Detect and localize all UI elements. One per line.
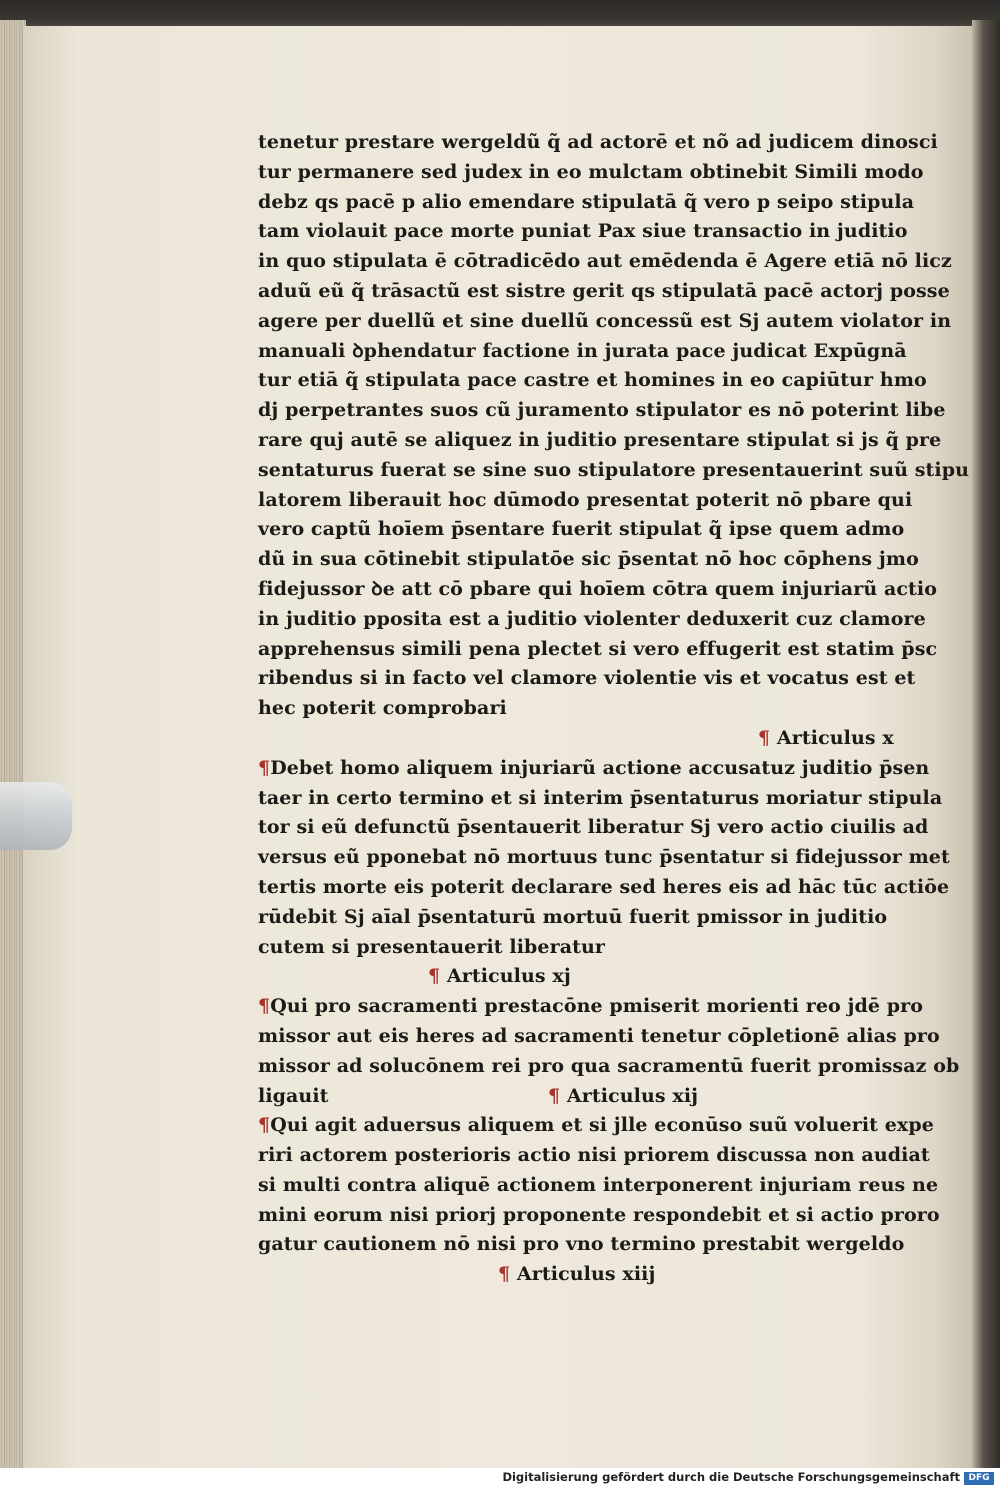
line-text: tertis morte eis poterit declarare sed heres eis ad hāc tūc actiōe — [258, 875, 950, 898]
text-line — [258, 873, 950, 903]
pilcrow-11: ¶ — [428, 965, 441, 988]
line-text: versus eũ pponebat nō mortuus tunc p̄sentatur si fidejussor met — [258, 846, 950, 869]
line-text: gatur cautionem nō nisi pro vno termino prestabit wergeldo — [258, 1233, 905, 1256]
article-10-body — [258, 754, 950, 963]
line-text: in juditio pposita est a juditio violenter deduxerit cuz clamore — [258, 607, 926, 630]
line-text: Qui agit aduersus aliquem et si jlle econūso suũ voluerit expe — [270, 1114, 934, 1137]
text-line — [258, 813, 938, 843]
line-text: tenetur prestare wergeldũ q̃ ad actorē et nõ ad judicem dinosci — [258, 131, 938, 153]
text-line — [258, 515, 938, 545]
heading-12-label: Articulus xij — [566, 1084, 699, 1107]
footer-credit: Digitalisierung gefördert durch die Deutsche Forschungsgemeinschaft — [502, 1470, 960, 1484]
pilcrow: ¶ — [258, 995, 271, 1018]
line-text: hec poterit comprobari — [258, 697, 507, 720]
text-line — [258, 188, 938, 218]
line-text: agere per duellũ et sine duellũ concessũ est Sj autem violator in — [258, 309, 952, 332]
line-text: cutem si presentauerit liberatur — [258, 935, 606, 958]
pilcrow-13: ¶ — [498, 1263, 511, 1286]
text-line — [258, 1171, 938, 1201]
line-text: in quo stipulata ē cōtradicēdo aut emēdenda ē Agere etiā nō licz — [258, 250, 952, 273]
heading-articulus-13 — [258, 1260, 938, 1290]
line-text: sentaturus fuerat se sine suo stipulatore presentauerint suũ stipu — [258, 458, 970, 481]
text-line — [258, 247, 952, 277]
text-line — [258, 128, 938, 158]
text-line — [258, 843, 950, 873]
text-line — [258, 992, 938, 1022]
text-line — [258, 456, 970, 486]
text-line — [258, 426, 942, 456]
text-line — [258, 545, 938, 575]
line-text: apprehensus simili pena plectet si vero effugerit est statim p̄sc — [258, 637, 938, 660]
text-line — [258, 307, 952, 337]
text-line — [258, 784, 943, 814]
text-line — [258, 396, 946, 426]
line-text: latorem liberauit hoc dūmodo presentat poterit nō pbare qui — [258, 488, 913, 511]
text-line — [258, 486, 938, 516]
line-text: fidejussor ꝺe att cō pbare qui hoīem cōtra quem injuriarũ actio — [258, 577, 938, 600]
text-line — [258, 933, 938, 963]
text-line — [258, 1022, 938, 1052]
line-text: tur permanere sed judex in eo mulctam obtinebit Simili modo — [258, 160, 924, 183]
line-text: tam violauit pace morte puniat Pax siue transactio in juditio — [258, 220, 908, 243]
main-paragraph — [258, 128, 970, 724]
line-text: ribendus si in facto vel clamore violentie vis et vocatus est et — [258, 667, 916, 690]
line-text: rūdebit Sj aīal p̄sentaturū mortuū fuerit pmissor in juditio — [258, 905, 888, 928]
line-text: si multi contra aliquē actionem interponerent injuriam reus ne — [258, 1173, 939, 1196]
line-text: mini eorum nisi priorj proponente respondebit et si actio proro — [258, 1203, 940, 1226]
dfg-logo: DFG — [964, 1472, 994, 1485]
text-line — [258, 903, 938, 933]
pilcrow: ¶ — [258, 756, 271, 779]
text-line — [258, 1141, 938, 1171]
line-text: debz qs pacē p alio emendare stipulatā q̃ vero p seipo stipula — [258, 190, 915, 213]
line-text: aduũ eũ q̃ trāsactũ est sistre gerit qs stipulatā pacē actorj posse — [258, 279, 950, 302]
heading-articulus-11 — [258, 962, 938, 992]
text-line — [258, 1201, 938, 1231]
line-text: dj perpetrantes suos cũ juramento stipulator es nō poterint libe — [258, 399, 946, 422]
page-edge-right — [972, 20, 1000, 1468]
heading-10-label: Articulus x — [776, 726, 894, 749]
pilcrow: ¶ — [258, 1114, 271, 1137]
text-line — [258, 366, 938, 396]
line-text: ligauit — [258, 1084, 329, 1107]
line-text: vero captũ hoīem p̄sentare fuerit stipulat q̃ ipse quem admo — [258, 518, 905, 541]
text-line — [258, 694, 938, 724]
line-text: tor si eũ defunctũ p̄sentauerit liberatur Sj vero actio ciuilis ad — [258, 816, 929, 839]
line-text: missor ad solucōnem rei pro qua sacramentū fuerit promissaz ob — [258, 1054, 960, 1077]
text-line — [258, 754, 938, 784]
heading-13-label: Articulus xiij — [516, 1263, 656, 1286]
text-line — [258, 635, 938, 665]
line-text: tur etiā q̃ stipulata pace castre et homines in eo capiūtur hmo — [258, 369, 927, 392]
text-line — [258, 664, 938, 694]
line-text: Qui pro sacramenti prestacōne pmiserit morienti reo jdē pro — [270, 995, 924, 1018]
text-line — [258, 575, 938, 605]
text-line — [258, 158, 938, 188]
line-text: rare quj autē se aliquez in juditio presentare stipulat si js q̃ pre — [258, 428, 942, 451]
line-text: missor aut eis heres ad sacramenti tenetur cōpletionē alias pro — [258, 1024, 940, 1047]
text-line — [258, 605, 938, 635]
heading-articulus-12 — [258, 1082, 938, 1112]
article-12-body — [258, 1111, 938, 1260]
line-text: Debet homo aliquem injuriarũ actione accusatuz juditio p̄sen — [270, 756, 930, 779]
line-text: dũ in sua cōtinebit stipulatōe sic p̄sentat nō hoc cōphens jmo — [258, 548, 919, 571]
footer-bar — [0, 1468, 1000, 1489]
page-clip — [0, 782, 72, 850]
line-text: riri actorem posterioris actio nisi priorem discussa non audiat — [258, 1144, 930, 1167]
text-line — [258, 337, 938, 367]
pilcrow-10: ¶ — [758, 726, 771, 749]
pilcrow-12: ¶ — [548, 1084, 561, 1107]
text-line — [258, 1111, 938, 1141]
heading-11-label: Articulus xj — [446, 965, 571, 988]
text-line — [258, 277, 950, 307]
text-block — [258, 128, 970, 1290]
line-text: taer in certo termino et si interim p̄sentaturus moriatur stipula — [258, 786, 943, 809]
text-line — [258, 1230, 938, 1260]
heading-articulus-10 — [258, 724, 938, 754]
text-line — [258, 1052, 960, 1082]
line-text: manuali ꝺphendatur factione in jurata pace judicat Expūgnā — [258, 339, 907, 362]
text-line — [258, 217, 938, 247]
